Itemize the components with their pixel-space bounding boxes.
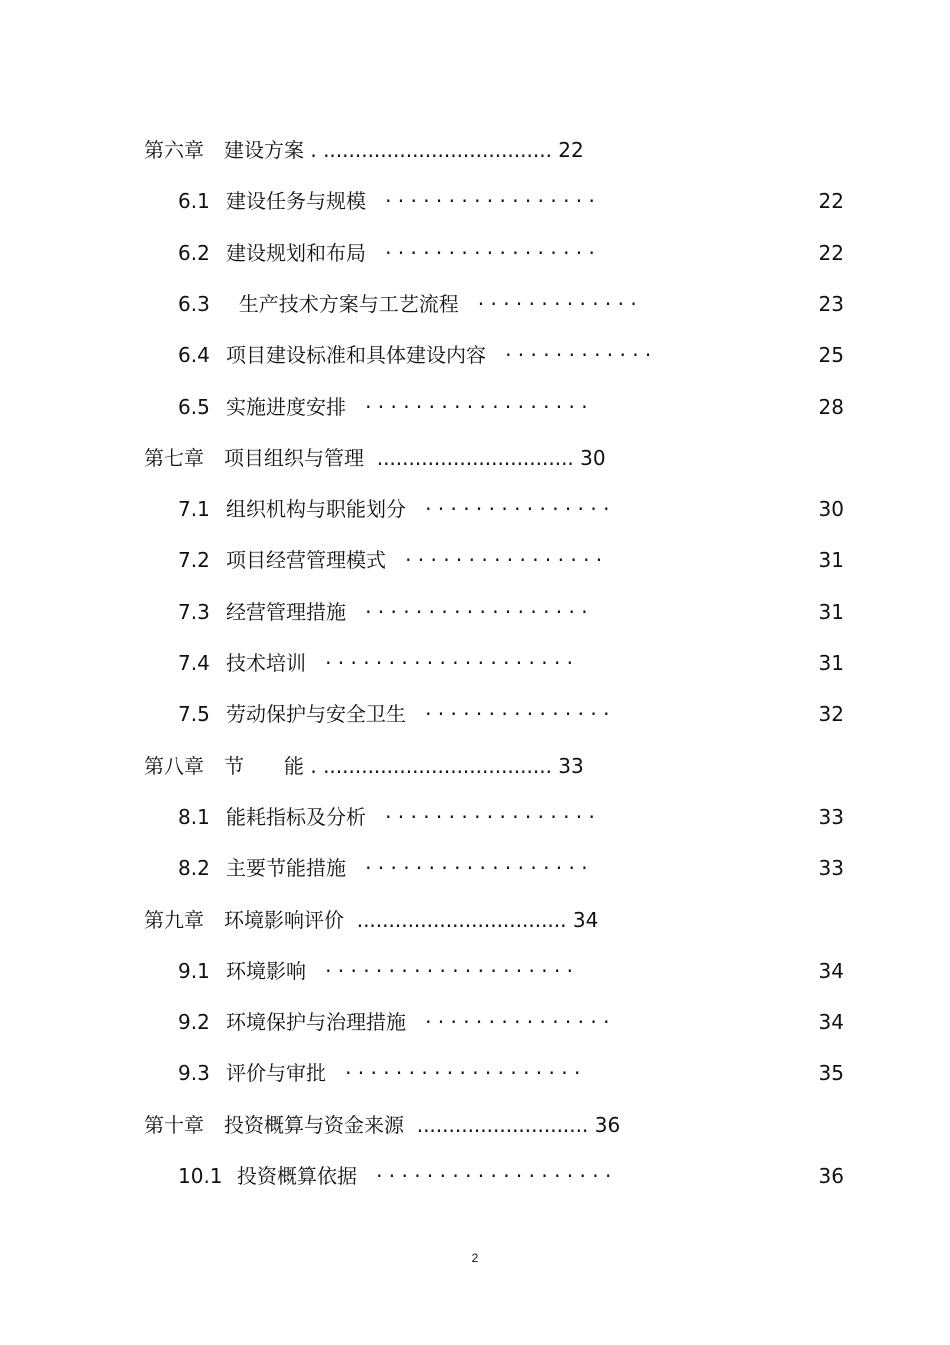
toc-chapter-entry[interactable]: [0, 442, 950, 474]
page-number: 2: [471, 1251, 479, 1265]
toc-section-title: 建设规划和布局 · · · · · · · · · · · · · · · · ·: [226, 241, 595, 265]
toc-section-entry[interactable]: [0, 801, 950, 833]
toc-page-number: 28: [818, 395, 844, 419]
toc-section-entry[interactable]: [0, 1057, 950, 1089]
toc-section-title: 项目建设标准和具体建设内容 · · · · · · · · · · · ·: [226, 343, 652, 367]
toc-section-title: 评价与审批 · · · · · · · · · · · · · · · · · · ·: [226, 1061, 581, 1085]
toc-section-title: 劳动保护与安全卫生 · · · · · · · · · · · · · · ·: [226, 702, 610, 726]
toc-section-title: 技术培训 · · · · · · · · · · · · · · · · · · · ·: [226, 651, 574, 675]
toc-page-number: 31: [818, 651, 844, 675]
toc-chapter-entry[interactable]: [0, 134, 950, 166]
toc-section-title: 经营管理措施 · · · · · · · · · · · · · · · · · ·: [226, 600, 588, 624]
toc-section-number: 7.5: [178, 702, 210, 726]
toc-section-number: 7.3: [178, 600, 210, 624]
toc-chapter-text: 第八章 节 能 . .................................... 33: [144, 754, 584, 778]
toc-page-number: 30: [818, 497, 844, 521]
toc-section-title: 能耗指标及分析 · · · · · · · · · · · · · · · · ·: [226, 805, 595, 829]
toc-page-number: 34: [818, 959, 844, 983]
toc-page-number: 34: [818, 1010, 844, 1034]
toc-section-title: 实施进度安排 · · · · · · · · · · · · · · · · · ·: [226, 395, 588, 419]
toc-section-number: 9.1: [178, 959, 210, 983]
toc-section-number: 9.3: [178, 1061, 210, 1085]
toc-chapter-text: 第六章 建设方案 . .................................... 22: [144, 138, 584, 162]
toc-section-number: 7.4: [178, 651, 210, 675]
toc-section-number: 6.5: [178, 395, 210, 419]
toc-page-number: 22: [818, 241, 844, 265]
toc-page-number: 32: [818, 702, 844, 726]
toc-section-entry[interactable]: [0, 647, 950, 679]
toc-section-number: 6.2: [178, 241, 210, 265]
toc-page-number: 31: [818, 600, 844, 624]
toc-chapter-text: 第九章 环境影响评价 ................................. 34: [144, 908, 599, 932]
toc-page-number: 23: [818, 292, 844, 316]
toc-section-entry[interactable]: [0, 493, 950, 525]
toc-page-number: 33: [818, 856, 844, 880]
toc-section-number: 6.1: [178, 189, 210, 213]
toc-section-number: 9.2: [178, 1010, 210, 1034]
toc-chapter-text: 第七章 项目组织与管理 ............................... 30: [144, 446, 606, 470]
toc-chapter-entry[interactable]: [0, 904, 950, 936]
toc-section-number: 10.1: [178, 1164, 223, 1188]
toc-section-title: 组织机构与职能划分 · · · · · · · · · · · · · · ·: [226, 497, 610, 521]
toc-page-number: 35: [818, 1061, 844, 1085]
toc-section-title: 环境保护与治理措施 · · · · · · · · · · · · · · ·: [226, 1010, 610, 1034]
toc-section-title: 投资概算依据 · · · · · · · · · · · · · · · · · · ·: [237, 1164, 612, 1188]
toc-section-number: 8.2: [178, 856, 210, 880]
toc-section-entry[interactable]: [0, 185, 950, 217]
toc-section-number: 7.2: [178, 548, 210, 572]
toc-section-entry[interactable]: [0, 1160, 950, 1192]
toc-section-title: 生产技术方案与工艺流程 · · · · · · · · · · · · ·: [226, 292, 637, 316]
toc-section-entry[interactable]: [0, 288, 950, 320]
toc-section-entry[interactable]: [0, 596, 950, 628]
toc-section-number: 6.3: [178, 292, 210, 316]
toc-section-title: 项目经营管理模式 · · · · · · · · · · · · · · · ·: [226, 548, 603, 572]
toc-section-entry[interactable]: [0, 698, 950, 730]
toc-section-entry[interactable]: [0, 852, 950, 884]
toc-page-number: 33: [818, 805, 844, 829]
toc-section-title: 建设任务与规模 · · · · · · · · · · · · · · · · ·: [226, 189, 595, 213]
toc-page-number: 36: [818, 1164, 844, 1188]
toc-page-number: 31: [818, 548, 844, 572]
toc-chapter-text: 第十章 投资概算与资金来源 ........................... 36: [144, 1113, 621, 1137]
toc-section-entry[interactable]: [0, 544, 950, 576]
toc-section-title: 环境影响 · · · · · · · · · · · · · · · · · · · ·: [226, 959, 574, 983]
toc-section-title: 主要节能措施 · · · · · · · · · · · · · · · · · ·: [226, 856, 588, 880]
toc-section-entry[interactable]: [0, 955, 950, 987]
toc-chapter-entry[interactable]: [0, 1109, 950, 1141]
toc-section-number: 6.4: [178, 343, 210, 367]
toc-chapter-entry[interactable]: [0, 750, 950, 782]
toc-page-number: 22: [818, 189, 844, 213]
toc-page-number: 25: [818, 343, 844, 367]
toc-section-entry[interactable]: [0, 391, 950, 423]
toc-section-number: 7.1: [178, 497, 210, 521]
toc-section-entry[interactable]: [0, 339, 950, 371]
toc-section-entry[interactable]: [0, 237, 950, 269]
toc-section-entry[interactable]: [0, 1006, 950, 1038]
toc-section-number: 8.1: [178, 805, 210, 829]
